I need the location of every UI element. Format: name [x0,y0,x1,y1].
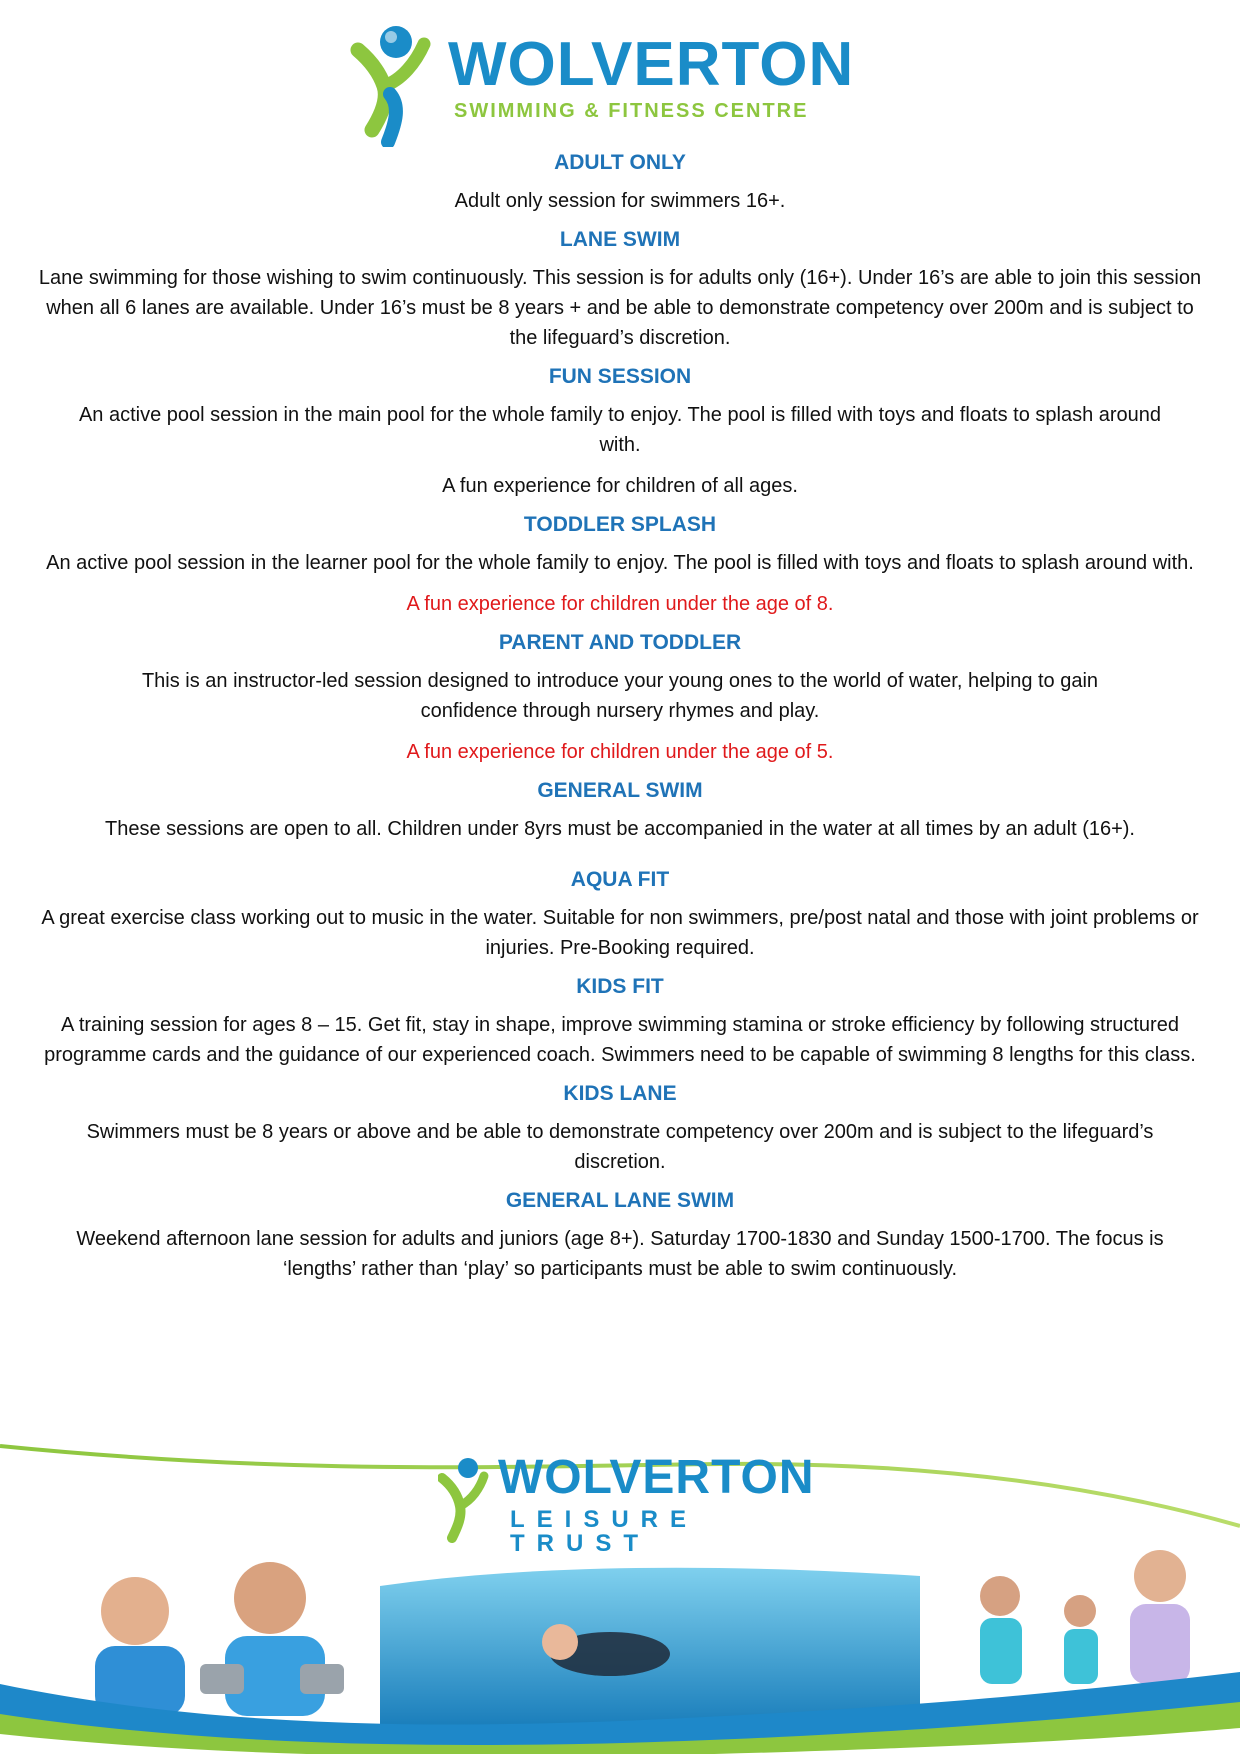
section-title: GENERAL LANE SWIM [505,1189,735,1212]
section-text: An active pool session in the learner pool for the whole family to enjoy. The pool is filled with toys and floats to splash around with. [46,552,1194,574]
footer-logo [438,1451,818,1557]
section-text: An active pool session in the main pool for the whole family to enjoy. The pool is filled with toys and floats to splash around with. [78,404,1162,456]
section-title: PARENT AND TODDLER [498,631,742,654]
footer-logo-subtitle: LEISURE TRUST [510,1506,699,1557]
section-title: KIDS FIT [576,975,664,998]
section-text: This is an instructor-led session designed to introduce your young ones to the world of water, helping to gain confidence through nursery rhymes and play. [141,670,1099,722]
section-text: A great exercise class working out to music in the water. Suitable for non swimmers, pre/post natal and those with joint problems or injuries. Pre-Booking required. [41,907,1199,959]
section-text: Swimmers must be 8 years or above and be able to demonstrate competency over 200m and is subject to the lifeguard’s discretion. [86,1121,1154,1173]
section-text: A fun experience for children of all ages. [442,475,798,497]
section-title: GENERAL SWIM [537,779,703,802]
footer-banner [0,1436,1240,1754]
section-title: AQUA FIT [570,868,670,891]
header-logo [350,22,870,147]
swimmer-figure-icon [438,1454,498,1544]
section-title: ADULT ONLY [554,151,686,174]
section-text: These sessions are open to all. Children under 8yrs must be accompanied in the water at all times by an adult (16+). [105,818,1135,840]
age-note: A fun experience for children under the age of 5. [406,741,834,763]
section-text: Weekend afternoon lane session for adults and juniors (age 8+). Saturday 1700-1830 and Sunday 1500-1700. The focus is ‘lengths’ rather than ‘play’ so participants must be able to swim continuously. [76,1228,1164,1280]
section-title: FUN SESSION [548,365,692,388]
section-text: A training session for ages 8 – 15. Get fit, stay in shape, improve swimming stamina or stroke efficiency by following structured programme cards and the guidance of our experienced coach. Swimmers need to be capable of swimming 8 lengths for this class. [44,1014,1196,1066]
section-title: TODDLER SPLASH [523,513,717,536]
section-text: Adult only session for swimmers 16+. [454,190,786,212]
logo-wordmark: WOLVERTON [448,30,855,99]
swimmer-figure-icon [350,22,460,147]
session-descriptions [36,150,1204,1295]
footer-logo-wordmark: WOLVERTON [498,1451,815,1504]
age-note: A fun experience for children under the age of 8. [406,593,834,615]
section-title: KIDS LANE [563,1082,677,1105]
section-title: LANE SWIM [559,228,681,251]
section-text: Lane swimming for those wishing to swim continuously. This session is for adults only (16+). Under 16’s are able to join this session when all 6 lanes are available. Under 16’s must be 8 years + and be able to demonstrate competency over 200m and is subject to the lifeguard’s discretion. [38,267,1202,349]
logo-subtitle: SWIMMING & FITNESS CENTRE [454,100,809,122]
